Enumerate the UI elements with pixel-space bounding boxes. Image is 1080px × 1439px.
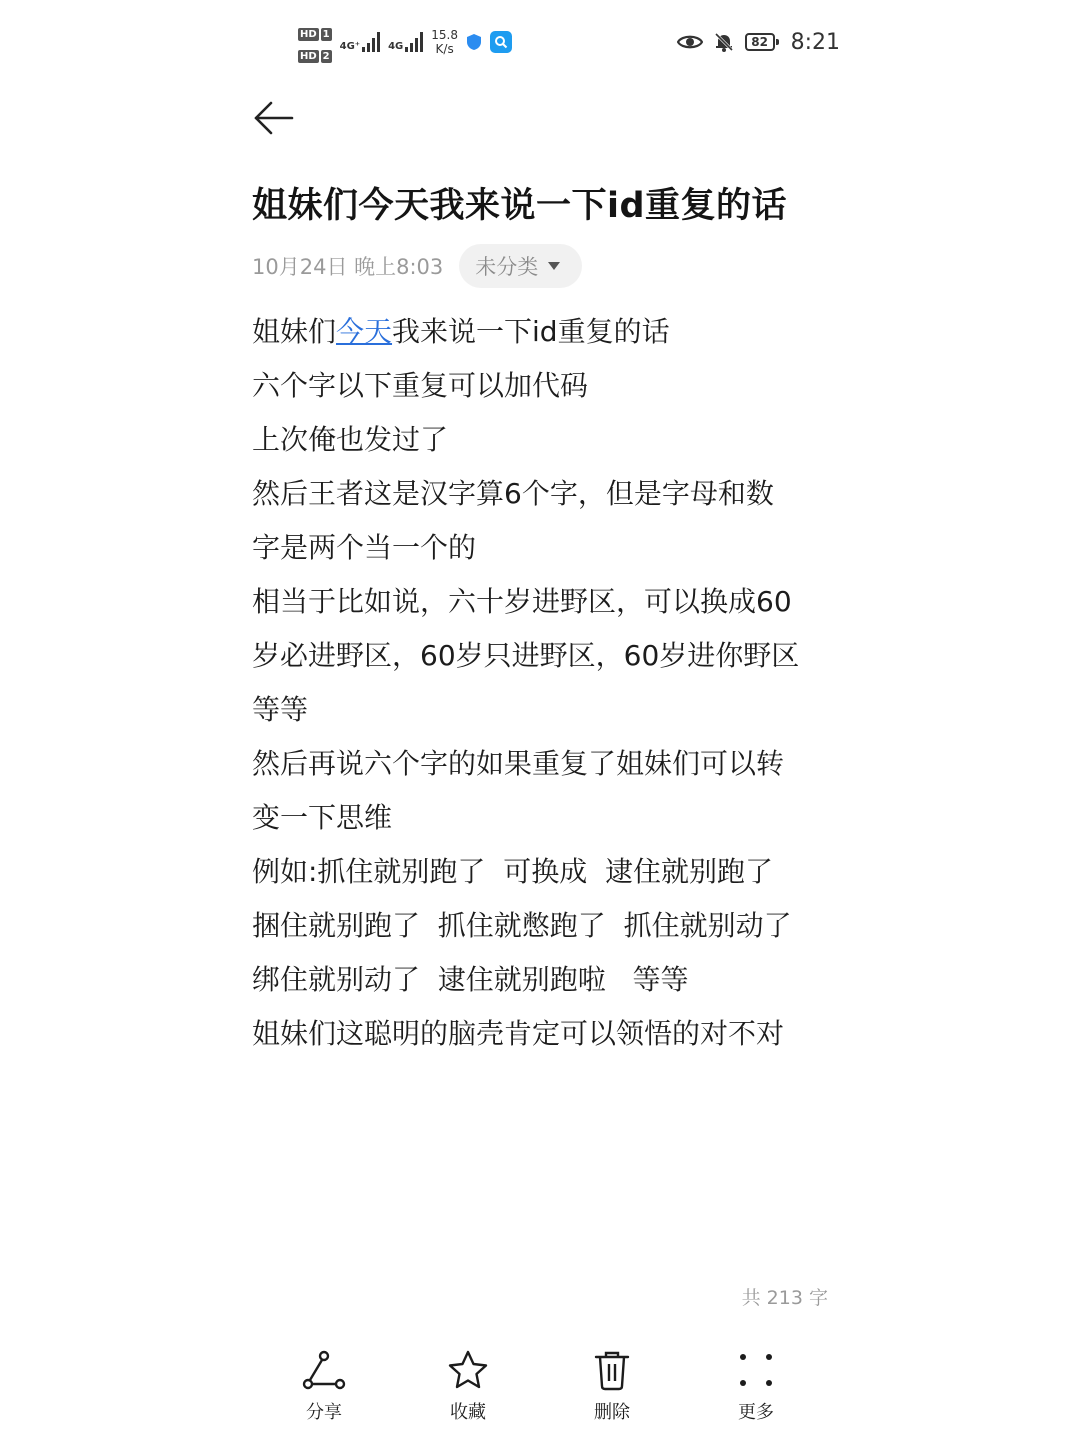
battery-level: 82 [751, 35, 768, 49]
status-bar [0, 18, 1080, 64]
note-line: 等等 [252, 693, 309, 726]
search-app-icon [490, 31, 512, 53]
note-title[interactable]: 姐妹们今天我来说一下id重复的话 [252, 186, 788, 226]
note-line: 字是两个当一个的 [252, 531, 477, 564]
share-button[interactable] [252, 1348, 396, 1428]
clock: 8:21 [790, 29, 840, 55]
signal-bars-2-icon [405, 32, 423, 52]
speed-value: 15.8 [431, 28, 458, 42]
caret-down-icon [548, 262, 560, 270]
note-line: 变一下思维 [252, 801, 393, 834]
note-line: 然后再说六个字的如果重复了姐妹们可以转 [252, 747, 785, 780]
date-link[interactable]: 今天 [336, 315, 393, 348]
first-line-before: 姐妹们 [252, 315, 337, 348]
more-dots-icon [734, 1348, 778, 1392]
eye-icon [677, 33, 703, 51]
signal-1 [340, 32, 380, 52]
net1-label: 4G⁺ [339, 41, 361, 52]
category-dropdown[interactable] [459, 244, 582, 288]
note-line: 例如:抓住就别跑了 可换成 逮住就别跑了 [252, 855, 774, 888]
hd-sim1 [298, 22, 332, 41]
favorite-button[interactable] [396, 1348, 540, 1428]
bell-muted-icon [713, 31, 735, 53]
signal-bars-1-icon [362, 32, 380, 52]
category-label: 未分类 [475, 255, 539, 279]
note-line: 岁必进野区，60岁只进野区，60岁进你野区 [252, 639, 800, 672]
hd2-label: HD [300, 50, 317, 62]
bottom-toolbar [252, 1348, 828, 1428]
trash-icon [590, 1348, 634, 1392]
note-line: 捆住就别跑了 抓住就憋跑了 抓住就别动了 [252, 909, 792, 942]
note-line: 绑住就别动了 逮住就别跑啦 等等 [252, 963, 689, 996]
sim1-label: 1 [322, 28, 330, 40]
back-button[interactable] [252, 98, 296, 142]
delete-button[interactable] [540, 1348, 684, 1428]
battery-icon [745, 33, 775, 51]
shield-icon [466, 33, 482, 51]
speed-unit: K/s [435, 42, 454, 56]
first-line-after: 我来说一下id重复的话 [392, 315, 670, 348]
share-label: 分享 [306, 1402, 342, 1423]
hd-indicators [298, 22, 332, 63]
delete-label: 删除 [594, 1402, 630, 1423]
favorite-label: 收藏 [450, 1402, 486, 1423]
note-body[interactable] [252, 305, 852, 1061]
more-label: 更多 [738, 1402, 774, 1423]
hd-sim2 [298, 44, 332, 63]
status-left [298, 22, 512, 62]
network-speed [431, 28, 458, 56]
status-right [677, 24, 840, 60]
note-line: 姐妹们这聪明的脑壳肯定可以领悟的对不对 [252, 1017, 785, 1050]
note-line: 上次俺也发过了 [252, 423, 449, 456]
note-line-first [252, 305, 852, 359]
note-line: 六个字以下重复可以加代码 [252, 369, 589, 402]
word-count: 共 213 字 [741, 1287, 828, 1309]
share-icon [302, 1348, 346, 1392]
note-line: 然后王者这是汉字算6个字，但是字母和数 [252, 477, 774, 510]
note-meta [252, 244, 582, 288]
sim2-label: 2 [322, 50, 330, 62]
hd1-label: HD [300, 28, 317, 40]
star-icon [446, 1348, 490, 1392]
more-button[interactable] [684, 1348, 828, 1428]
note-date: 10月24日 晚上8:03 [252, 255, 444, 279]
signal-2 [388, 32, 423, 52]
note-line: 相当于比如说，六十岁进野区，可以换成60 [252, 585, 792, 618]
arrow-left-icon [252, 98, 296, 142]
net2-label: 4G [388, 41, 404, 52]
